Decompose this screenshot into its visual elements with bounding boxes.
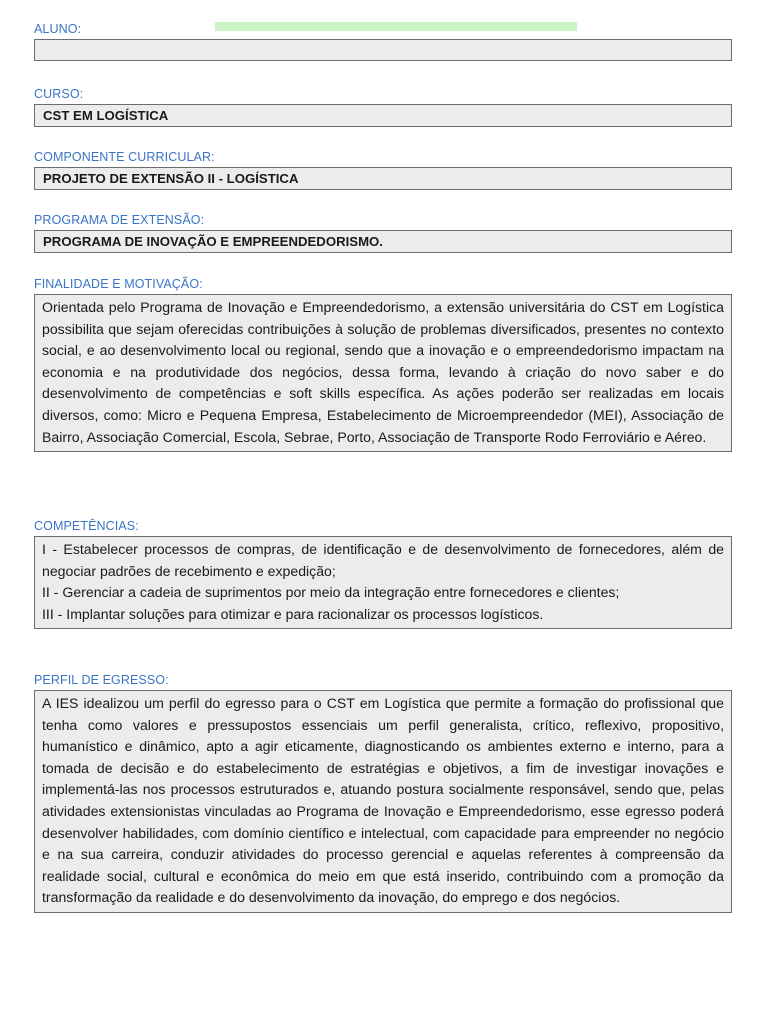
- competencia-item: II - Gerenciar a cadeia de suprimentos por meio da integração entre fornecedores e clientes;: [42, 584, 620, 601]
- componente-section: [34, 150, 732, 190]
- componente-field: PROJETO DE EXTENSÃO II - LOGÍSTICA: [34, 167, 732, 190]
- curso-field: CST EM LOGÍSTICA: [34, 104, 732, 127]
- competencias-box: [34, 536, 732, 629]
- perfil-label: PERFIL DE EGRESSO:: [34, 673, 169, 687]
- aluno-section: [34, 22, 732, 61]
- competencias-label: COMPETÊNCIAS:: [34, 519, 139, 533]
- finalidade-section: [34, 277, 732, 452]
- aluno-field[interactable]: [34, 39, 732, 61]
- finalidade-text: Orientada pelo Programa de Inovação e Empreendedorismo, a extensão universitária do CST em Logística possibilita que sejam oferecidas contribuições à solução de problemas diversificados, presentes no contexto social, e ao desenvolvimento local ou regional, sendo que a inovação e o empreendedorismo impactam na economia e na produtividade dos negócios, dessa forma, levando à criação do novo saber e do desenvolvimento de competências e soft skills específica. As ações poderão ser realizadas em locais diversos, como: Micro e Pequena Empresa, Estabelecimento de Microempreendedor (MEI), Associação de Bairro, Associação Comercial, Escola, Sebrae, Porto, Associação de Transporte Rodo Ferroviário e Aéreo.: [34, 294, 732, 452]
- curso-section: [34, 87, 732, 127]
- programa-section: [34, 213, 732, 253]
- programa-label: PROGRAMA DE EXTENSÃO:: [34, 213, 205, 227]
- competencia-item: I - Estabelecer processos de compras, de identificação e de desenvolvimento de fornecedores, além de negociar padrões de recebimento e expedição;: [42, 541, 724, 579]
- finalidade-label: FINALIDADE E MOTIVAÇÃO:: [34, 277, 203, 291]
- competencia-item: III - Implantar soluções para otimizar e para racionalizar os processos logísticos.: [42, 605, 544, 622]
- componente-label: COMPONENTE CURRICULAR:: [34, 150, 215, 164]
- programa-field: PROGRAMA DE INOVAÇÃO E EMPREENDEDORISMO.: [34, 230, 732, 253]
- perfil-section: [34, 673, 732, 913]
- competencias-section: [34, 519, 732, 629]
- curso-label: CURSO:: [34, 87, 84, 101]
- aluno-label: ALUNO:: [34, 22, 82, 36]
- perfil-text: A IES idealizou um perfil do egresso para o CST em Logística que permite a formação do profissional que tenha como valores e pressupostos essenciais um perfil generalista, crítico, reflexivo, propositivo, humanístico e dinâmico, apto a agir eticamente, diagnosticando os ambientes externo e interno, para a tomada de decisão e do estabelecimento de estratégias e objetivos, a fim de investigar inovações e implementá-las nos processos estruturados e, atuando postura socialmente responsável, sendo que, pelas atividades extensionistas vinculadas ao Programa de Inovação e Empreendedorismo, esse egresso poderá desenvolver habilidades, com domínio científico e intelectual, com capacidade para empreender no negócio e na sua carreira, conduzir atividades do processo gerencial e aquelas referentes à compreensão da realidade social, cultural e econômica do meio em que está inserido, contribuindo com a promoção da transformação da realidade e do desenvolvimento da inovação, do emprego e dos negócios.: [34, 690, 732, 913]
